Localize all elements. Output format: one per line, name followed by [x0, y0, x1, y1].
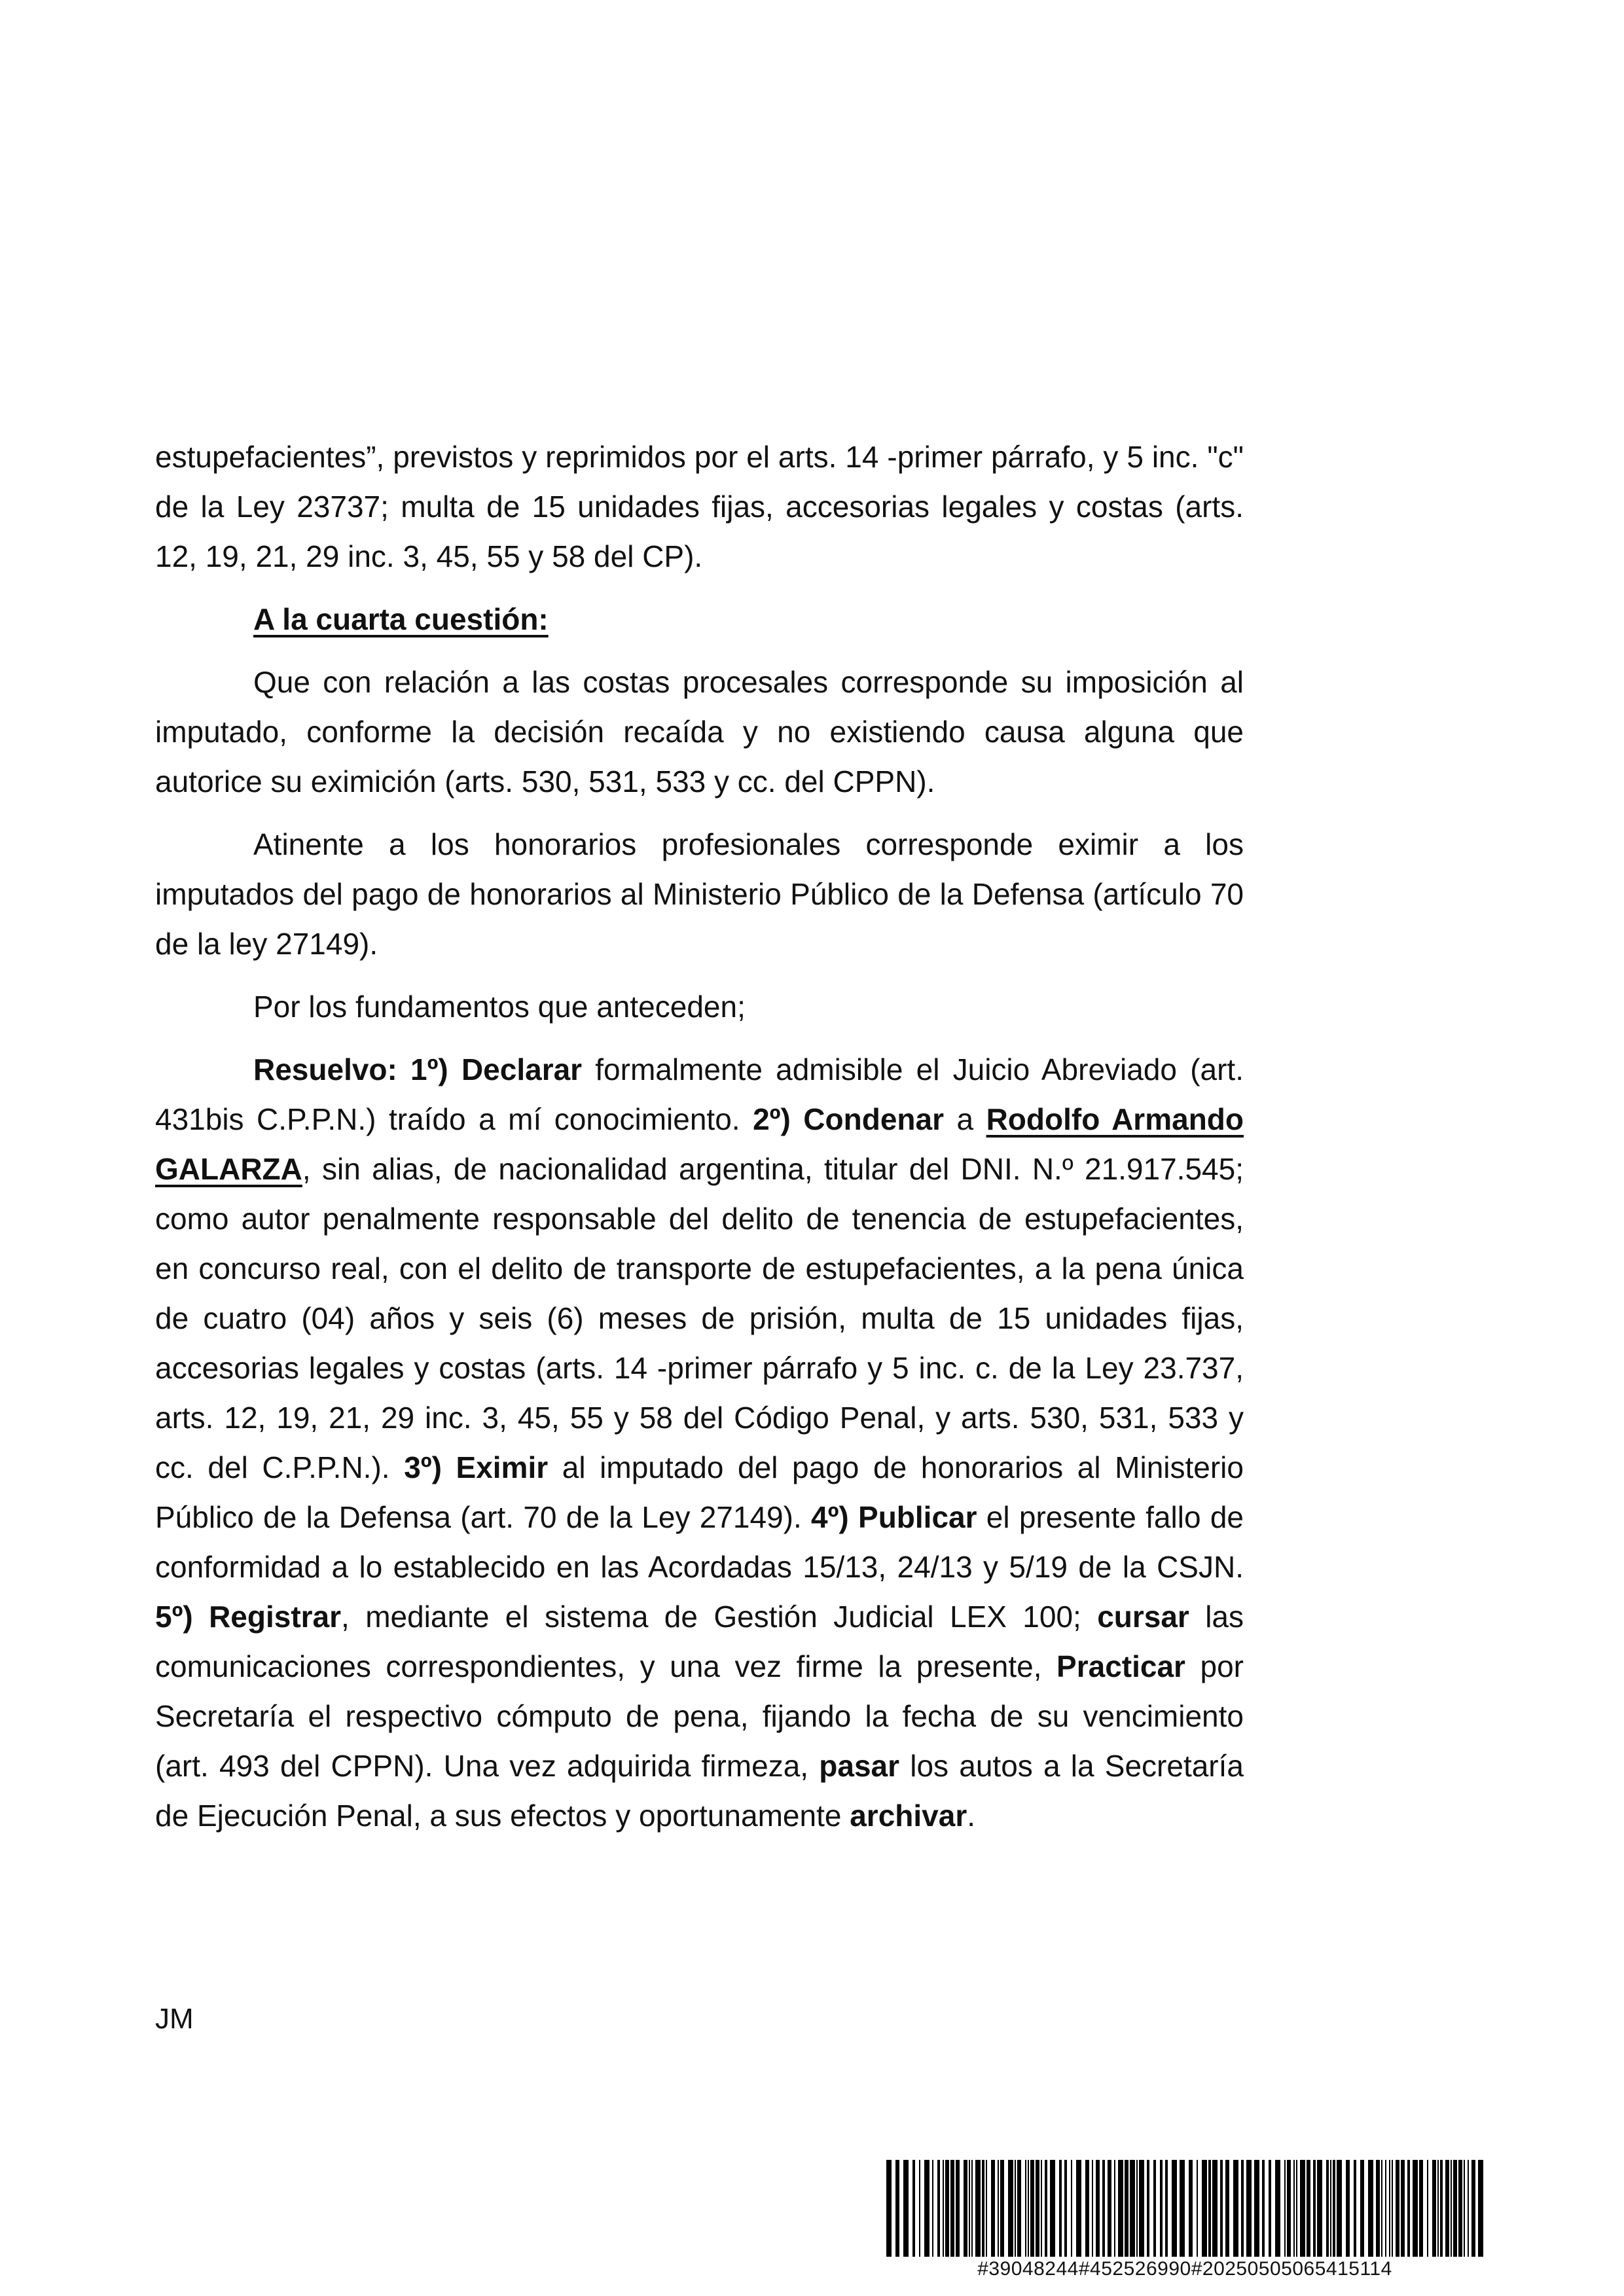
paragraph-continuation: estupefacientes”, previstos y reprimidos por el arts. 14 -primer párrafo, y 5 inc. "c" de la Ley 23737; multa de 15 unidades fijas, accesorias legales y costas (arts. 12, 19, 21, 29 inc. 3, 45, 55 y 58 del CP).	[155, 440, 1244, 573]
barcode-bar	[1313, 2160, 1316, 2257]
barcode-bar	[1015, 2160, 1016, 2257]
barcode-bar	[1028, 2160, 1029, 2257]
barcode-bar	[1468, 2160, 1469, 2257]
barcode-bar	[1385, 2160, 1386, 2257]
section-heading-text: A la cuarta cuestión:	[253, 602, 549, 636]
resolution-item-5-label: 5º) Registrar	[155, 1600, 342, 1634]
resolution-cursar-text: las comunicaciones correspondientes, y una vez firme la presente,	[155, 1600, 1244, 1683]
resolution-practicar-label: Practicar	[1056, 1649, 1185, 1683]
barcode-image	[884, 2160, 1486, 2257]
barcode-bar	[1071, 2160, 1072, 2257]
barcode-bar	[1478, 2160, 1483, 2257]
resolution-item-5-text: , mediante el sistema de Gestión Judicial LEX 100;	[341, 1600, 1098, 1634]
barcode-bar	[1041, 2160, 1042, 2257]
barcode-bar	[912, 2160, 915, 2257]
defendant-name: Rodolfo Armando GALARZA	[155, 1102, 1244, 1186]
barcode-bar	[1275, 2160, 1280, 2257]
barcode-bar	[1000, 2160, 1004, 2257]
barcode-bar	[1030, 2160, 1034, 2257]
barcode-bar	[1233, 2160, 1238, 2257]
barcode-bar	[1437, 2160, 1439, 2257]
barcode-bar	[1076, 2160, 1081, 2257]
barcode-bar	[1008, 2160, 1013, 2257]
barcode-bar	[1085, 2160, 1089, 2257]
barcode-bar	[991, 2160, 995, 2257]
barcode-bar	[1381, 2160, 1382, 2257]
barcode-bar	[1432, 2160, 1436, 2257]
barcode-bar	[1160, 2160, 1163, 2257]
barcode-bar	[964, 2160, 967, 2257]
paragraph-grounds: Por los fundamentos que anteceden;	[253, 990, 746, 1024]
resolution-pasar-label: pasar	[819, 1749, 900, 1783]
barcode-bar	[1307, 2160, 1310, 2257]
barcode-bar	[1354, 2160, 1356, 2257]
barcode-bar	[1458, 2160, 1462, 2257]
barcode-bar	[1293, 2160, 1295, 2257]
barcode-bar	[1165, 2160, 1168, 2257]
barcode-bar	[1419, 2160, 1423, 2257]
barcode-bar	[1202, 2160, 1207, 2257]
barcode-bar	[1017, 2160, 1021, 2257]
barcode-bar	[1317, 2160, 1322, 2257]
barcode-bar	[1147, 2160, 1149, 2257]
barcode-bar	[1401, 2160, 1405, 2257]
barcode-bar	[1180, 2160, 1185, 2257]
barcode-bar	[895, 2160, 899, 2257]
barcode-bar	[1287, 2160, 1291, 2257]
document-body	[155, 432, 1244, 1840]
resolution-archivar-label: archivar	[850, 1799, 967, 1833]
barcode-bar	[919, 2160, 920, 2257]
resolution-cursar-label: cursar	[1097, 1600, 1189, 1634]
barcode-number: #39048244#452526990#20250505065415114	[977, 2258, 1392, 2280]
barcode-bar	[1464, 2160, 1465, 2257]
resolution-pasar-text: los autos a la Secretaría de Ejecución Penal, a sus efectos y oportunamente	[155, 1749, 1244, 1833]
barcode-block	[884, 2160, 1486, 2291]
barcode-bar	[1330, 2160, 1331, 2257]
barcode-bar	[1392, 2160, 1393, 2257]
barcode-bar	[1136, 2160, 1138, 2257]
resolution-paragraph	[155, 1045, 1244, 1840]
barcode-bar	[1337, 2160, 1342, 2257]
paragraph-fees: Atinente a los honorarios profesionales corresponde eximir a los imputados del pago de honorarios al Ministerio Público de la Defensa (artículo 70 de la ley 27149).	[155, 827, 1244, 961]
barcode-bar	[1445, 2160, 1449, 2257]
resolution-item-3-label: 3º) Eximir	[404, 1450, 549, 1484]
barcode-bar	[969, 2160, 970, 2257]
barcode-bar	[945, 2160, 949, 2257]
resolution-item-1-text: formalmente admisible el Juicio Abreviado (art. 431bis C.P.P.N.) traído a mí conocimiento.	[155, 1052, 1244, 1136]
barcode-bar	[1064, 2160, 1067, 2257]
barcode-bar	[1407, 2160, 1410, 2257]
barcode-bar	[1413, 2160, 1418, 2257]
barcode-bar	[937, 2160, 940, 2257]
barcode-bar	[1102, 2160, 1105, 2257]
barcode-bar	[1096, 2160, 1100, 2257]
barcode-bar	[1059, 2160, 1062, 2257]
resolution-item-2-label: 2º) Condenar	[753, 1102, 944, 1136]
barcode-bar	[1118, 2160, 1123, 2257]
barcode-bar	[886, 2160, 892, 2257]
barcode-bar	[975, 2160, 981, 2257]
resolution-item-4-label: 4º) Publicar	[811, 1500, 977, 1534]
barcode-bar	[1212, 2160, 1218, 2257]
barcode-bar	[1471, 2160, 1475, 2257]
resolution-item-1-label: Resuelvo: 1º) Declarar	[253, 1052, 583, 1086]
section-heading	[155, 594, 1244, 644]
barcode-bar	[998, 2160, 999, 2257]
barcode-bar	[986, 2160, 987, 2257]
barcode-bar	[1262, 2160, 1265, 2257]
barcode-bar	[1296, 2160, 1297, 2257]
barcode-bar	[1108, 2160, 1111, 2257]
barcode-bar	[1269, 2160, 1271, 2257]
resolution-final-punctuation: .	[967, 1799, 976, 1833]
barcode-bar	[1172, 2160, 1177, 2257]
barcode-bar	[1197, 2160, 1198, 2257]
barcode-bar	[1153, 2160, 1156, 2257]
resolution-item-3-text: al imputado del pago de honorarios al Ministerio Público de la Defensa (art. 70 de la Ley 27149).	[155, 1450, 1244, 1534]
barcode-bar	[1396, 2160, 1399, 2257]
barcode-bar	[1451, 2160, 1452, 2257]
resolution-item-4-text: el presente fallo de conformidad a lo establecido en las Acordadas 15/13, 24/13 y 5/19 de la CSJN.	[155, 1500, 1244, 1584]
barcode-bar	[1241, 2160, 1244, 2257]
barcode-bar	[1246, 2160, 1252, 2257]
barcode-bar	[1050, 2160, 1055, 2257]
barcode-bar	[1346, 2160, 1350, 2257]
barcode-bar	[1368, 2160, 1373, 2257]
barcode-bar	[1045, 2160, 1047, 2257]
barcode-bar	[1225, 2160, 1229, 2257]
barcode-bar	[956, 2160, 960, 2257]
resolution-item-2-connector: a	[943, 1102, 986, 1136]
barcode-bar	[1208, 2160, 1211, 2257]
barcode-bar	[1139, 2160, 1144, 2257]
barcode-bar	[1125, 2160, 1128, 2257]
resolution-item-2-text: , sin alias, de nacionalidad argentina, titular del DNI. N.º 21.917.545; como autor penalmente responsable del delito de tenencia de estupefacientes, en concurso real, con el delito de transporte de estupefacientes, a la pena única de cuatro (04) años y seis (6) meses de prisión, multa de 15 unidades fijas, accesorias legales y costas (arts. 14 -primer párrafo y 5 inc. c. de la Ley 23.737, arts. 12, 19, 21, 29 inc. 3, 45, 55 y 58 del Código Penal, y arts. 530, 531, 533 y cc. del C.P.P.N.).	[155, 1152, 1244, 1484]
resolution-practicar-text: por Secretaría el respectivo cómputo de pena, fijando la fecha de su vencimiento (art. 493 del CPPN). Una vez adquirida firmeza,	[155, 1649, 1244, 1783]
barcode-bar	[924, 2160, 929, 2257]
barcode-bar	[1300, 2160, 1305, 2257]
barcode-bar	[943, 2160, 944, 2257]
barcode-bar	[1284, 2160, 1286, 2257]
barcode-bar	[971, 2160, 973, 2257]
barcode-bar	[1333, 2160, 1335, 2257]
barcode-bar	[1453, 2160, 1457, 2257]
barcode-bar	[1114, 2160, 1115, 2257]
barcode-bar	[1389, 2160, 1390, 2257]
barcode-bar	[1254, 2160, 1259, 2257]
barcode-bar	[1092, 2160, 1093, 2257]
barcode-bar	[1036, 2160, 1039, 2257]
barcode-bar	[1376, 2160, 1380, 2257]
barcode-bar	[1220, 2160, 1223, 2257]
barcode-bar	[1326, 2160, 1329, 2257]
barcode-bar	[932, 2160, 933, 2257]
barcode-bar	[1130, 2160, 1135, 2257]
barcode-bar	[1189, 2160, 1193, 2257]
barcode-bar	[903, 2160, 909, 2257]
barcode-bar	[1360, 2160, 1364, 2257]
author-initials: JM	[155, 2003, 194, 2035]
barcode-bar	[1427, 2160, 1428, 2257]
paragraph-costs: Que con relación a las costas procesales corresponde su imposición al imputado, conforme la decisión recaída y no existiendo causa alguna que autorice su eximición (arts. 530, 531, 533 y cc. del CPPN).	[155, 665, 1244, 798]
barcode-bar	[982, 2160, 984, 2257]
barcode-bar	[1025, 2160, 1026, 2257]
barcode-bar	[1440, 2160, 1443, 2257]
barcode-bar	[950, 2160, 954, 2257]
